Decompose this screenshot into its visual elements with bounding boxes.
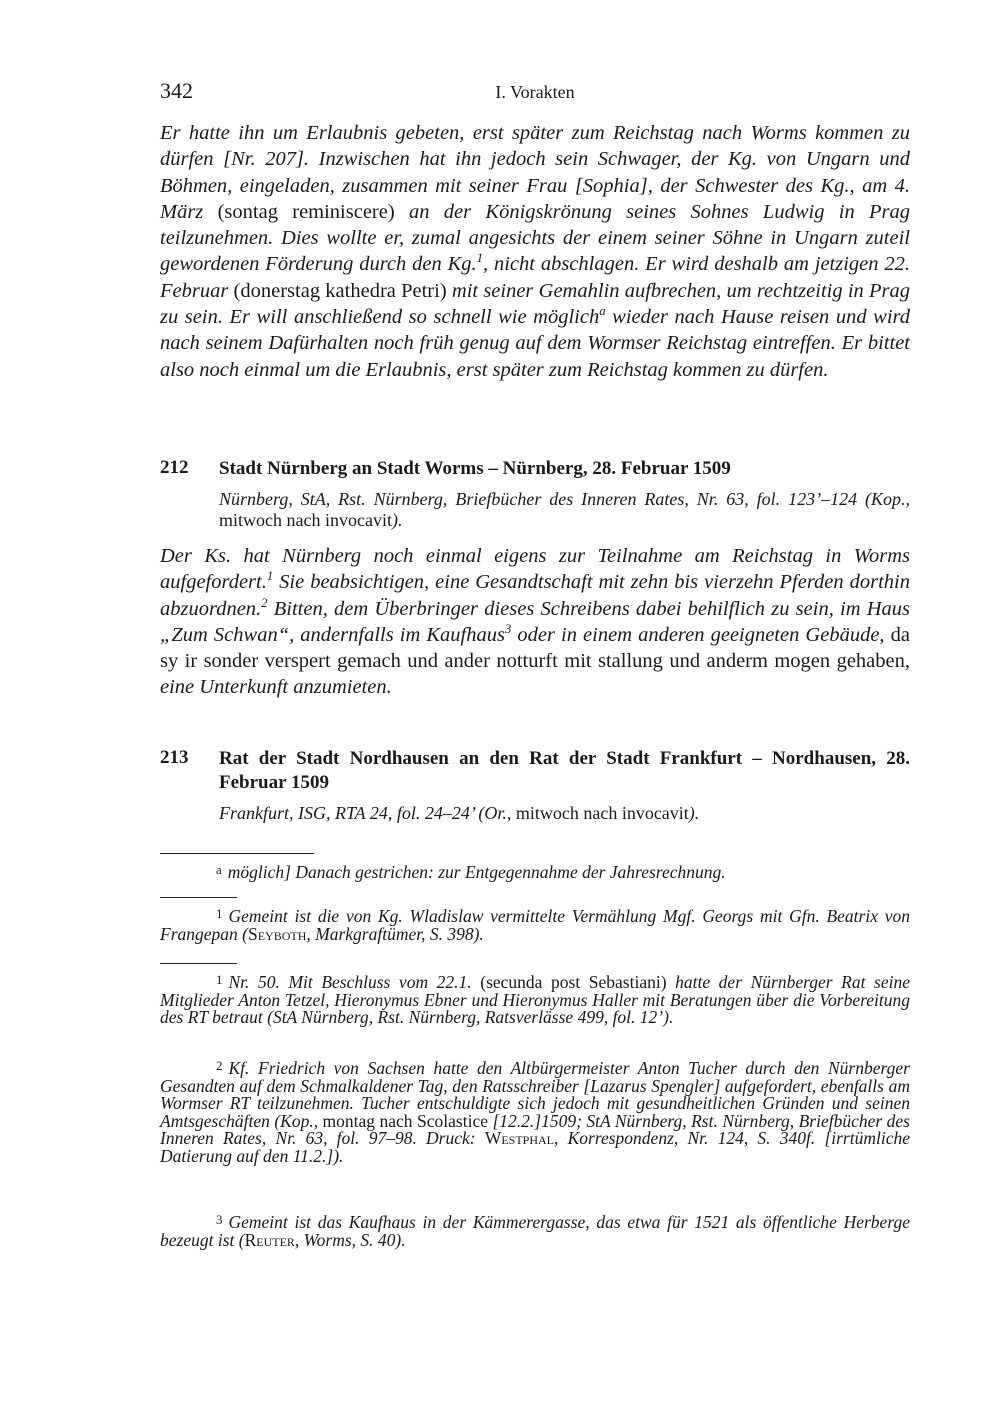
regest-text: , nicht abschlagen. Er wird deshalb am jetzigen 22. Februar <box>160 253 910 302</box>
critical-footnote-a <box>160 861 910 882</box>
footnote-212-2 <box>160 1057 910 1165</box>
footnote-rule <box>160 897 237 898</box>
footnote-text: , Korrespondenz, Nr. 124, S. 340f. [irrtümliche Datierung auf den 11.2.]). <box>160 1128 910 1166</box>
source-citation: Frankfurt, ISG, RTA 24, fol. 24–24’ (Or., <box>219 803 512 823</box>
regest-text: , eine Unterkunft anzumieten. <box>160 650 910 699</box>
regest-211-continuation <box>160 120 910 383</box>
footnote-text: , Markgraftümer, S. 398). <box>306 923 484 944</box>
footnote-211-1 <box>160 905 910 943</box>
page-number: 342 <box>160 78 193 103</box>
author-name: Westphal <box>484 1128 554 1148</box>
footnote-text: Gemeint ist die von Kg. Wladislaw vermittelte Vermählung Mgf. Georgs mit Gfn. Beatrix von Frangepan ( <box>160 906 910 944</box>
regest-text: wieder nach Hause reisen und wird nach seinem Dafürhalten noch früh genug auf dem Wormser Reichstag eintreffen. Er bittet also noch einmal um die Erlaubnis, erst später zum Reichstag kommen zu dürfen. <box>160 306 911 381</box>
footnote-mark: 1 <box>216 972 223 987</box>
footnote-212-1 <box>160 971 910 1027</box>
footnote-mark: 3 <box>216 1212 223 1227</box>
footnote-ref[interactable]: 3 <box>504 622 512 637</box>
document-title: Rat der Stadt Nordhausen an den Rat der Stadt Frankfurt – Nordhausen, 28. Februar 1509 <box>219 748 910 793</box>
footnote-mark: 2 <box>216 1058 223 1073</box>
regest-text: Er hatte ihn um Erlaubnis gebeten, erst später zum Reichstag nach Worms kommen zu dürfen [Nr. 207]. Inzwischen hat ihn jedoch sein Schwager, der Kg. von Ungarn und Böhmen, eingeladen, zusammen mit seiner Frau [Sophia], der Schwester des Kg., am 4. März <box>160 122 910 223</box>
running-header <box>160 78 910 106</box>
footnote-text: möglich] Danach gestrichen: zur Entgegennahme der Jahresrechnung. <box>227 862 726 882</box>
footnote-212-3 <box>160 1211 910 1249</box>
footnote-text: Nr. 50. Mit Beschluss vom 22.1. <box>228 972 472 992</box>
footnote-mark: a <box>216 862 222 877</box>
regest-text: mit seiner Gemahlin aufbrechen, um rechtzeitig in Prag zu sein. Er will anschließend so schnell wie möglich <box>160 279 910 329</box>
footnote-text: Gemeint ist das Kaufhaus in der Kämmerergasse, das etwa für 1521 als öffentliche Herberge bezeugt ist ( <box>160 1212 910 1250</box>
footnote-text: hatte der Nürnberger Rat seine Mitglieder Anton Tetzel, Hieronymus Ebner und Hieronymus Haller mit Beratungen über die Vorbereitung des RT betraut (StA Nürnberg, Rst. Nürnberg, Ratsverlässe 499, fol. 12’). <box>160 972 910 1027</box>
footnote-text: , Worms, S. 40). <box>294 1229 406 1250</box>
author-name: Seyboth <box>247 923 307 944</box>
footnote-rule <box>160 853 314 854</box>
regest-212 <box>160 543 910 701</box>
footnote-mark: 1 <box>216 906 223 921</box>
regest-text: an der Königskrönung seines Sohnes Ludwig in Prag teilzunehmen. Dies wollte er, zumal angesichts der einem seiner Söhne in Ungarn zuteil gewordenen Förderung durch den Kg. <box>160 200 910 276</box>
regest-text: Bitten, dem Überbringer dieses Schreibens dabei behilflich zu sein, im Haus „Zum Schwan“, andernfalls im Kaufhaus <box>160 597 910 646</box>
footnote-rule <box>160 963 237 964</box>
critical-note-ref[interactable]: a <box>599 304 606 319</box>
footnote-ref[interactable]: 1 <box>266 569 274 584</box>
footnote-ref[interactable]: 1 <box>476 251 483 266</box>
regest-text: oder in einem anderen geeigneten Gebäude, <box>511 623 885 646</box>
document-source <box>219 489 910 531</box>
regest-text: Der Ks. hat Nürnberg noch einmal eigens zur Teilnahme am Reichstag in Worms aufgefordert. <box>160 545 910 594</box>
running-title: I. Vorakten <box>495 82 575 102</box>
footnote-text: Kf. Friedrich von Sachsen hatte den Altbürgermeister Anton Tucher durch den Nürnberger Gesandten auf dem Schmalkaldener Tag, den Ratsschreiber [Lazarus Spengler] aufgefordert, ebenfalls am Wormser RT teilzunehmen. Tucher entschuldigte sich jedoch mit gesundheitlichen Gründen und seinen Amtsgeschäften (Kop., <box>160 1058 910 1131</box>
author-name: Reuter <box>244 1229 295 1250</box>
source-date-quote: mitwoch nach invocavit <box>511 803 689 823</box>
document-number: 212 <box>160 457 189 478</box>
source-quote: (sontag reminiscere) <box>203 200 409 223</box>
source-quote: montag nach Scolastice <box>318 1110 493 1131</box>
source-quote: (secunda post Sebastiani) <box>471 972 676 992</box>
document-heading-213 <box>160 747 910 824</box>
source-end: ). <box>688 803 700 823</box>
document-heading-212 <box>160 457 910 531</box>
regest-paragraph <box>160 543 910 701</box>
footnote-text: [12.2.]1509; StA Nürnberg, Rst. Nürnberg, Briefbücher des Inneren Rates, Nr. 63, fol. 97–98. Druck: <box>160 1110 910 1148</box>
document-title: Stadt Nürnberg an Stadt Worms – Nürnberg, 28. Februar 1509 <box>219 458 731 479</box>
regest-paragraph <box>160 120 910 383</box>
source-end: ). <box>391 510 403 530</box>
source-date-quote: mitwoch nach invocavit <box>219 510 392 530</box>
source-citation: Nürnberg, StA, Rst. Nürnberg, Briefbücher des Inneren Rates, Nr. 63, fol. 123’–124 (Kop., <box>219 489 910 509</box>
source-quote: da sy ir sonder verspert gemach und ander notturft mit stallung und anderm mogen gehaben <box>160 623 910 673</box>
source-quote: (donerstag kathedra Petri) <box>228 279 452 302</box>
document-source <box>219 803 910 824</box>
document-number: 213 <box>160 747 189 768</box>
footnote-ref[interactable]: 2 <box>261 595 268 610</box>
regest-text: Sie beabsichtigen, eine Gesandtschaft mit zehn bis vierzehn Pferden dorthin abzuordnen. <box>160 571 910 620</box>
